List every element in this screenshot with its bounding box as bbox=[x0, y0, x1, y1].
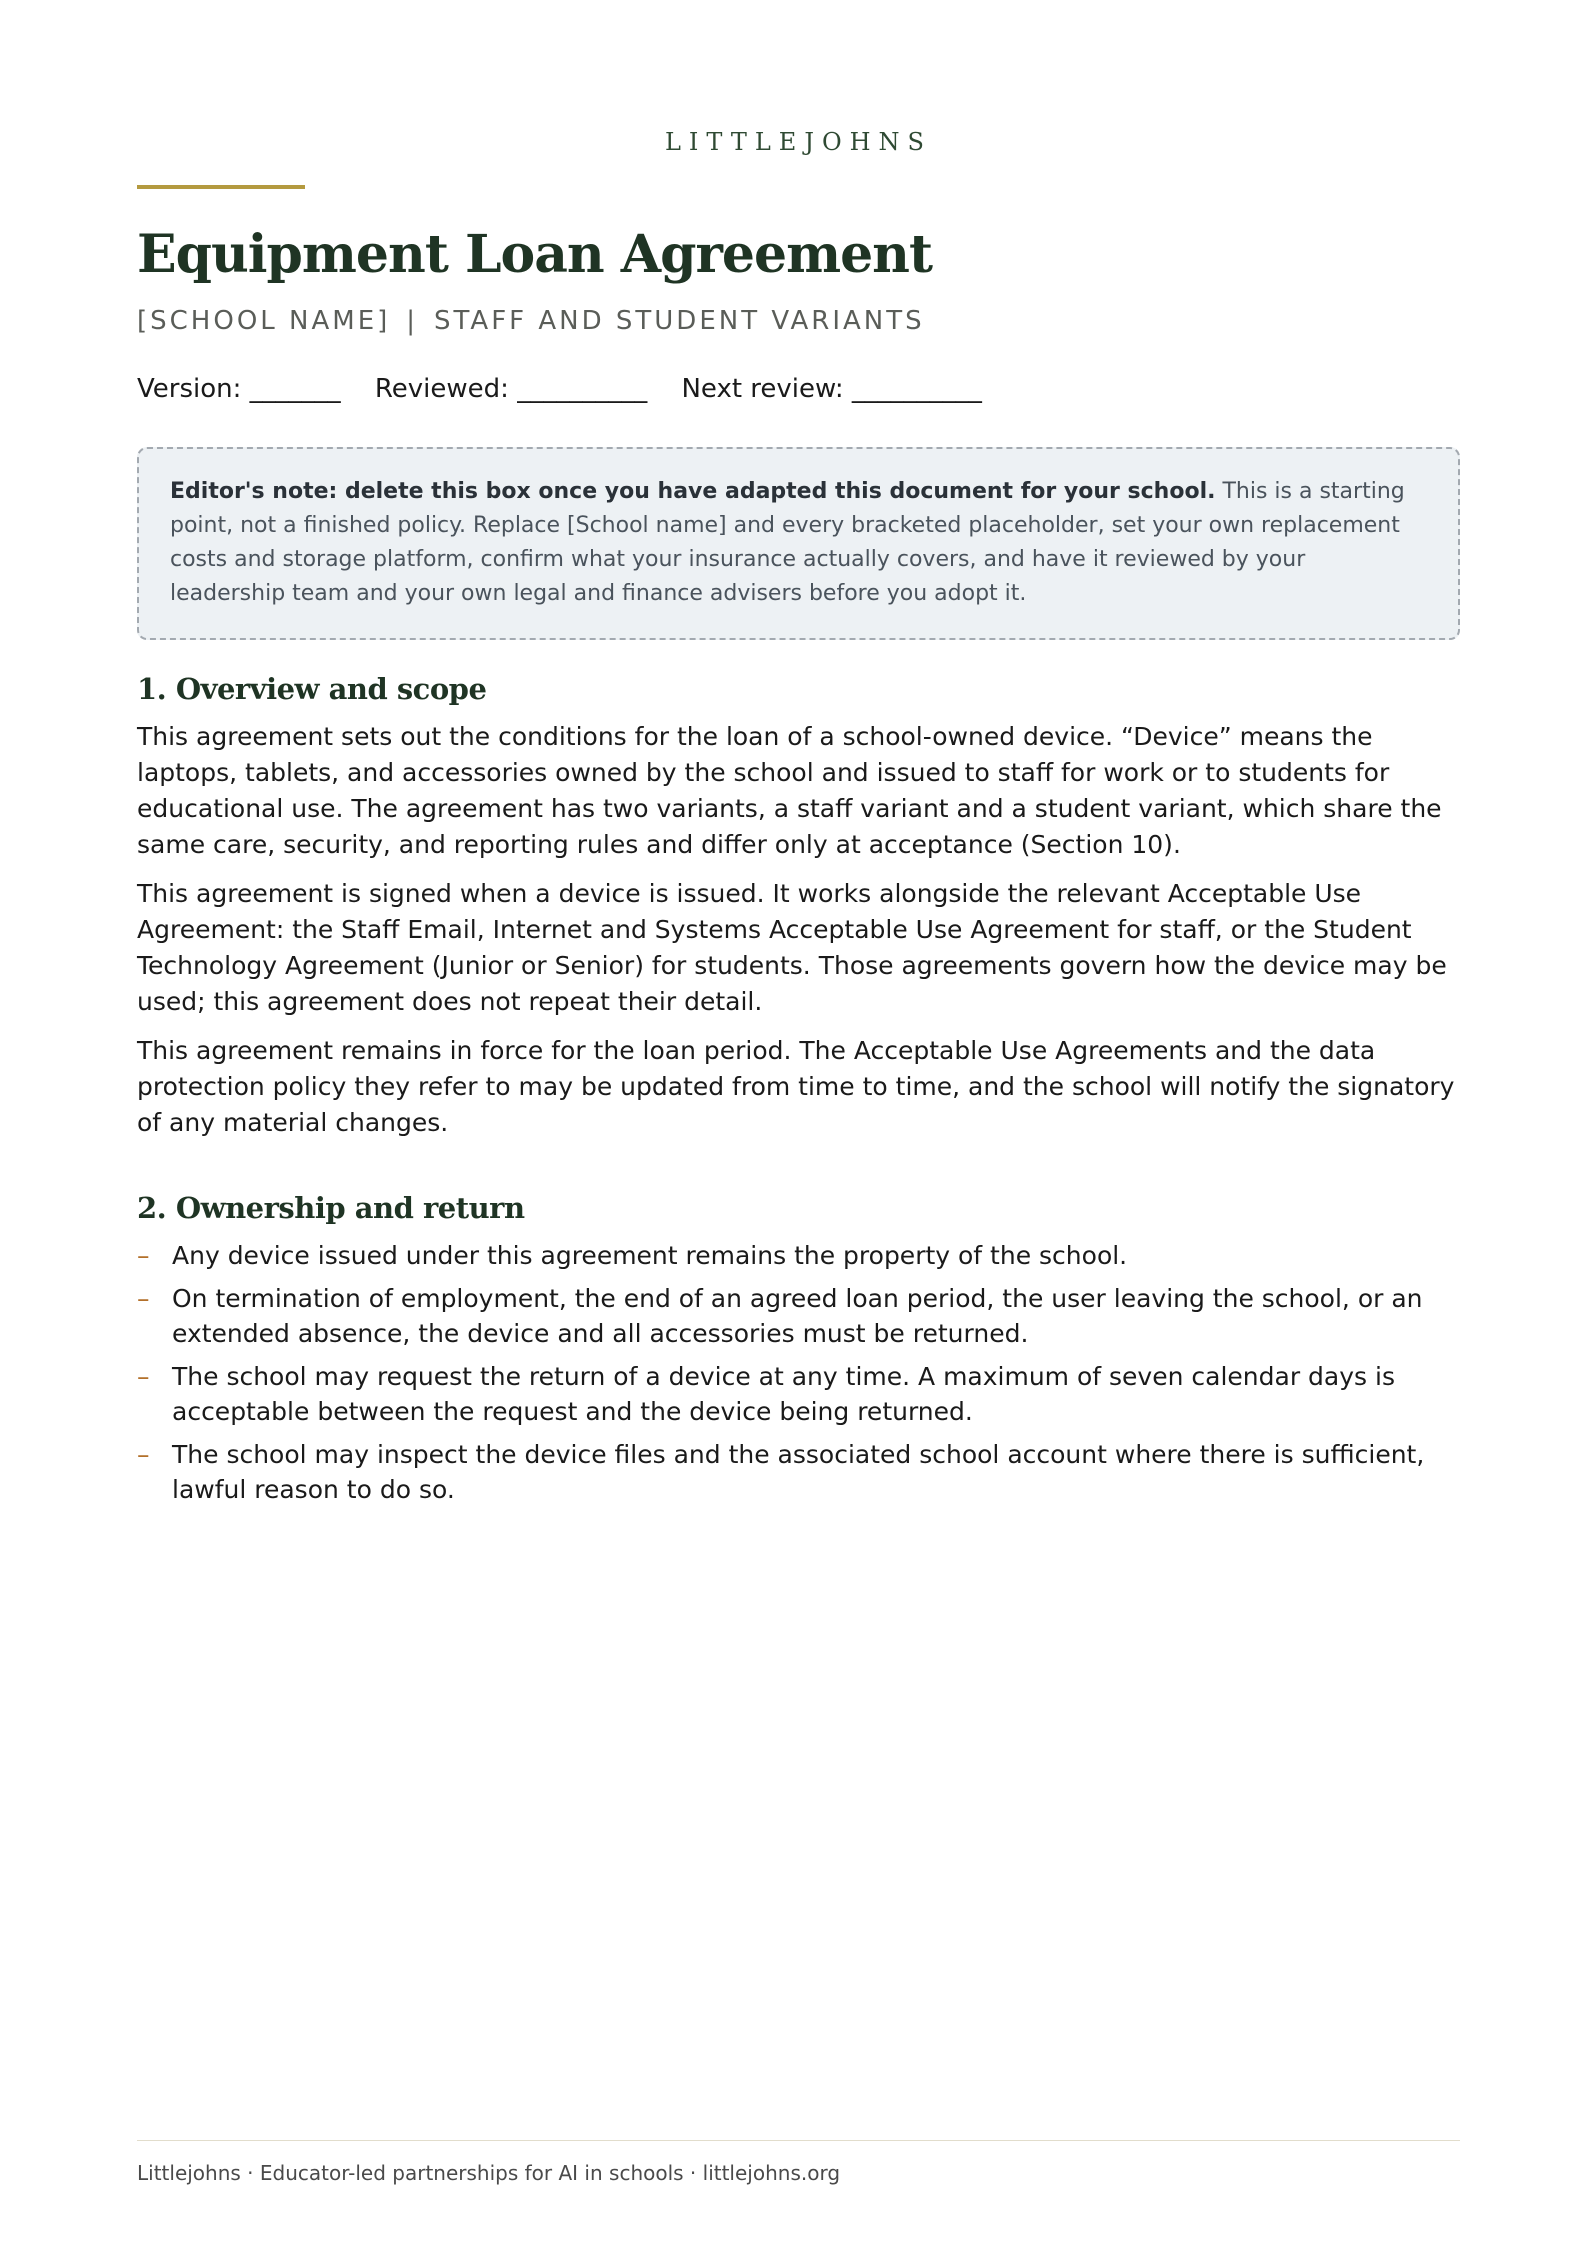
brand-wordmark: LITTLEJOHNS bbox=[664, 128, 932, 156]
list-item bbox=[137, 1238, 1460, 1273]
list-bullet: – bbox=[137, 1440, 150, 1469]
variants-label: STAFF AND STUDENT VARIANTS bbox=[434, 306, 925, 336]
list-bullet: – bbox=[137, 1241, 150, 1270]
document-title: Equipment Loan Agreement bbox=[137, 224, 932, 285]
section-heading: 1. Overview and scope bbox=[137, 672, 487, 706]
section-overview bbox=[137, 672, 1460, 1154]
list-item-text: The school may inspect the device files and the associated school account where there is sufficient, lawful reason to do so. bbox=[172, 1440, 1425, 1504]
section-heading: 2. Ownership and return bbox=[137, 1191, 525, 1225]
list-item-text: Any device issued under this agreement remains the property of the school. bbox=[172, 1241, 1128, 1270]
list-item bbox=[137, 1437, 1460, 1507]
list-item-text: On termination of employment, the end of an agreed loan period, the user leaving the school, or an extended absence, the device and all accessories must be returned. bbox=[172, 1284, 1423, 1348]
subtitle-separator: | bbox=[406, 306, 419, 336]
accent-rule bbox=[137, 185, 305, 189]
list-bullet: – bbox=[137, 1284, 150, 1313]
list-item bbox=[137, 1359, 1460, 1429]
section-paragraph: This agreement sets out the conditions for the loan of a school-owned device. “Device” means the laptops, tablets, and accessories owned by the school and issued to staff for work or to students for educational use. The agreement has two variants, a staff variant and a student variant, which share the same care, security, and reporting rules and differ only at acceptance (Section 10). bbox=[137, 722, 1442, 859]
ownership-list bbox=[137, 1238, 1460, 1507]
document-subtitle bbox=[137, 306, 925, 336]
document-page bbox=[137, 0, 1460, 2246]
section-paragraph: This agreement remains in force for the loan period. The Acceptable Use Agreements and the data protection policy they refer to may be updated from time to time, and the school will notify the signatory of any material changes. bbox=[137, 1036, 1455, 1137]
list-bullet: – bbox=[137, 1362, 150, 1391]
editor-note-text: This is a starting point, not a finished policy. Replace [School name] and every bracketed placeholder, set your own replacement costs and storage platform, confirm what your insurance actually covers, and have it reviewed by your leadership team and your own legal and finance advisers before you adopt it. bbox=[170, 479, 1405, 606]
document-meta bbox=[137, 374, 1008, 404]
reviewed-field: Reviewed: __________ bbox=[374, 374, 648, 404]
list-item-text: The school may request the return of a device at any time. A maximum of seven calendar days is acceptable between the request and the device being returned. bbox=[172, 1362, 1395, 1426]
school-name-placeholder: [SCHOOL NAME] bbox=[137, 306, 391, 336]
next-review-field: Next review: __________ bbox=[681, 374, 982, 404]
list-item bbox=[137, 1281, 1460, 1351]
version-field: Version: _______ bbox=[137, 374, 341, 404]
footer-divider bbox=[137, 2140, 1460, 2141]
section-paragraph: This agreement is signed when a device is issued. It works alongside the relevant Acceptable Use Agreement: the Staff Email, Internet and Systems Acceptable Use Agreement for staff, or the Student Technology Agreement (Junior or Senior) for students. Those agreements govern how the device may be used; this agreement does not repeat their detail. bbox=[137, 879, 1447, 1016]
editor-note-heading: Editor's note: delete this box once you have adapted this document for your school. bbox=[170, 479, 1216, 504]
page-footer: Littlejohns · Educator-led partnerships for AI in schools · littlejohns.org bbox=[137, 2161, 841, 2185]
section-ownership bbox=[137, 1191, 1460, 1515]
editor-note-box bbox=[137, 447, 1460, 640]
